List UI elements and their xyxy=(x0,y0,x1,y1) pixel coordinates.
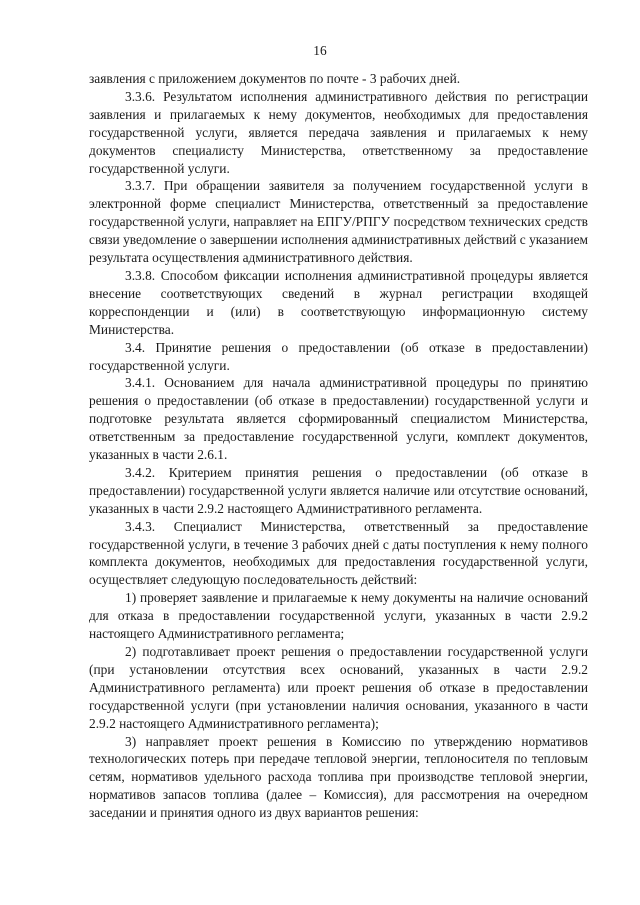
list-item-2: 2) подготавливает проект решения о предоставлении государственной услуги (при установлении отсутствия всех оснований, указанных в части 2.9.2 Административного регламента) или проект решения об отказе в предоставлении государственной услуги (при установлении наличия основания, указанного в части 2.9.2 настоящего Административного регламента); xyxy=(89,644,588,731)
paragraph-3-4-2: 3.4.2. Критерием принятия решения о предоставлении (об отказе в предоставлении) государственной услуги является наличие или отсутствие оснований, указанных в части 2.9.2 настоящего Административного регламента. xyxy=(89,464,588,516)
list-item-3: 3) направляет проект решения в Комиссию по утверждению нормативов технологических потерь при передаче тепловой энергии, теплоносителя по тепловым сетям, нормативов удельного расхода топлива при производстве тепловой энергии, нормативов запасов топлива (далее – Комиссия), для рассмотрения на очередном заседании и принятия одного из двух вариантов решения: xyxy=(89,733,588,821)
paragraph-3-4: 3.4. Принятие решения о предоставлении (об отказе в предоставлении) государственной услуги. xyxy=(89,339,588,373)
paragraph-continuation: заявления с приложением документов по почте - 3 рабочих дней. xyxy=(89,71,461,86)
paragraph-3-3-6: 3.3.6. Результатом исполнения административного действия по регистрации заявления и прилагаемых к нему документов, необходимых для предоставления государственной услуги, является передача заявления и прилагаемых к нему документов специалисту Министерства, ответственному за предоставление государственной услуги. xyxy=(89,88,588,176)
paragraph-3-4-3: 3.4.3. Специалист Министерства, ответственный за предоставление государственной услуги, в течение 3 рабочих дней с даты поступления к нему полного комплекта документов, необходимых для предоставления государственной услуги, осуществляет следующую последовательность действий: xyxy=(89,518,588,588)
page-number: 16 xyxy=(313,43,327,58)
list-item-1: 1) проверяет заявление и прилагаемые к нему документы на наличие оснований для отказа в предоставлении государственной услуги, указанных в части 2.9.2 настоящего Административного регламента; xyxy=(89,590,588,642)
paragraph-3-3-7: 3.3.7. При обращении заявителя за получением государственной услуги в электронной форме специалист Министерства, ответственный за предоставление государственной услуги, направляет на ЕПГУ/РПГУ посредством технических средств связи уведомление о завершении исполнения административных действий с указанием результата осуществления административного действия. xyxy=(89,178,588,266)
paragraph-3-4-1: 3.4.1. Основанием для начала административной процедуры по принятию решения о предоставлении (об отказе в предоставлении) государственной услуги и подготовке результата является сформированный специалистом Министерства, ответственным за предоставление государственной услуги, комплект документов, указанных в части 2.6.1. xyxy=(89,375,588,463)
paragraph-3-3-8: 3.3.8. Способом фиксации исполнения административной процедуры является внесение соответствующих сведений в журнал регистрации входящей корреспонденции и (или) в соответствующую информационную систему Министерства. xyxy=(89,267,588,337)
document-body xyxy=(89,70,588,822)
